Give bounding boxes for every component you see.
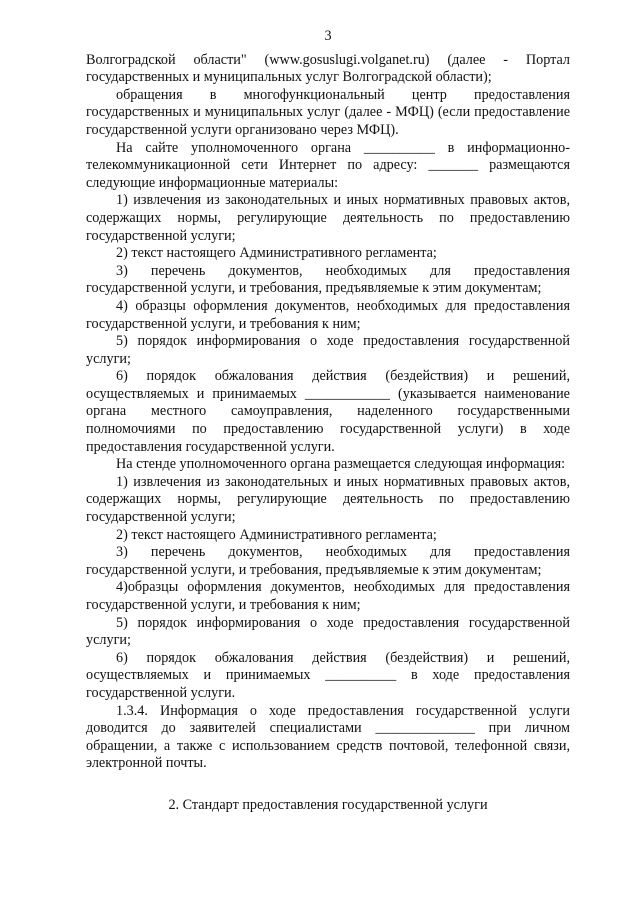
section-heading: 2. Стандарт предоставления государственной услуги — [168, 796, 488, 813]
paragraph: 6) порядок обжалования действия (бездействия) и решений, осуществляемых и принимаемых __________ в ходе предоставления государственной услуги. — [86, 649, 570, 701]
paragraph: 1.3.4. Информация о ходе предоставления государственной услуги доводится до заявителей специалистами ______________ при личном обращении, а также с использованием средств почтовой, телефонной связи, электронной почты. — [86, 702, 570, 772]
paragraph: На стенде уполномоченного органа размещается следующая информация: — [116, 456, 566, 473]
paragraph: 2) текст настоящего Административного регламента; — [116, 526, 437, 543]
paragraph: 2) текст настоящего Административного регламента; — [116, 245, 437, 262]
paragraph: 3) перечень документов, необходимых для предоставления государственной услуги, и требования, предъявляемые к этим документам; — [86, 262, 570, 297]
paragraph: 5) порядок информирования о ходе предоставления государственной услуги; — [86, 614, 570, 649]
paragraph: Волгоградской области" (www.gosuslugi.volganet.ru) (далее - Портал государственных и муниципальных услуг Волгоградской области); — [86, 51, 570, 86]
paragraph: 5) порядок информирования о ходе предоставления государственной услуги; — [86, 333, 570, 367]
paragraph: 1) извлечения из законодательных и иных нормативных правовых актов, содержащих нормы, регулирующие деятельность по предоставлению государственной услуги; — [86, 192, 570, 244]
paragraph: обращения в многофункциональный центр предоставления государственных и муниципальных услуг (далее - МФЦ) (если предоставление государственной услуги организовано через МФЦ). — [86, 86, 570, 138]
page-number: 3 — [324, 28, 332, 44]
document-body — [86, 52, 570, 773]
paragraph: 1) извлечения из законодательных и иных нормативных правовых актов, содержащих нормы, регулирующие деятельность по предоставлению государственной услуги; — [86, 473, 570, 526]
paragraph: 4) образцы оформления документов, необходимых для предоставления государственной услуги, и требования к ним; — [86, 297, 570, 332]
paragraph: 4)образцы оформления документов, необходимых для предоставления государственной услуги, и требования к ним; — [86, 579, 570, 613]
paragraph: На сайте уполномоченного органа __________ в информационно-телекоммуникационной сети Интернет по адресу: _______ размещаются следующие информационные материалы: — [86, 139, 570, 191]
paragraph: 3) перечень документов, необходимых для предоставления государственной услуги, и требования, предъявляемые к этим документам; — [86, 544, 570, 578]
paragraph: 6) порядок обжалования действия (бездействия) и решений, осуществляемых и принимаемых ____________ (указывается наименование органа местного самоуправления, наделенного государственными полномочиями по предоставлению государственной услуги) в ходе предоставления государственной услуги. — [86, 368, 570, 455]
